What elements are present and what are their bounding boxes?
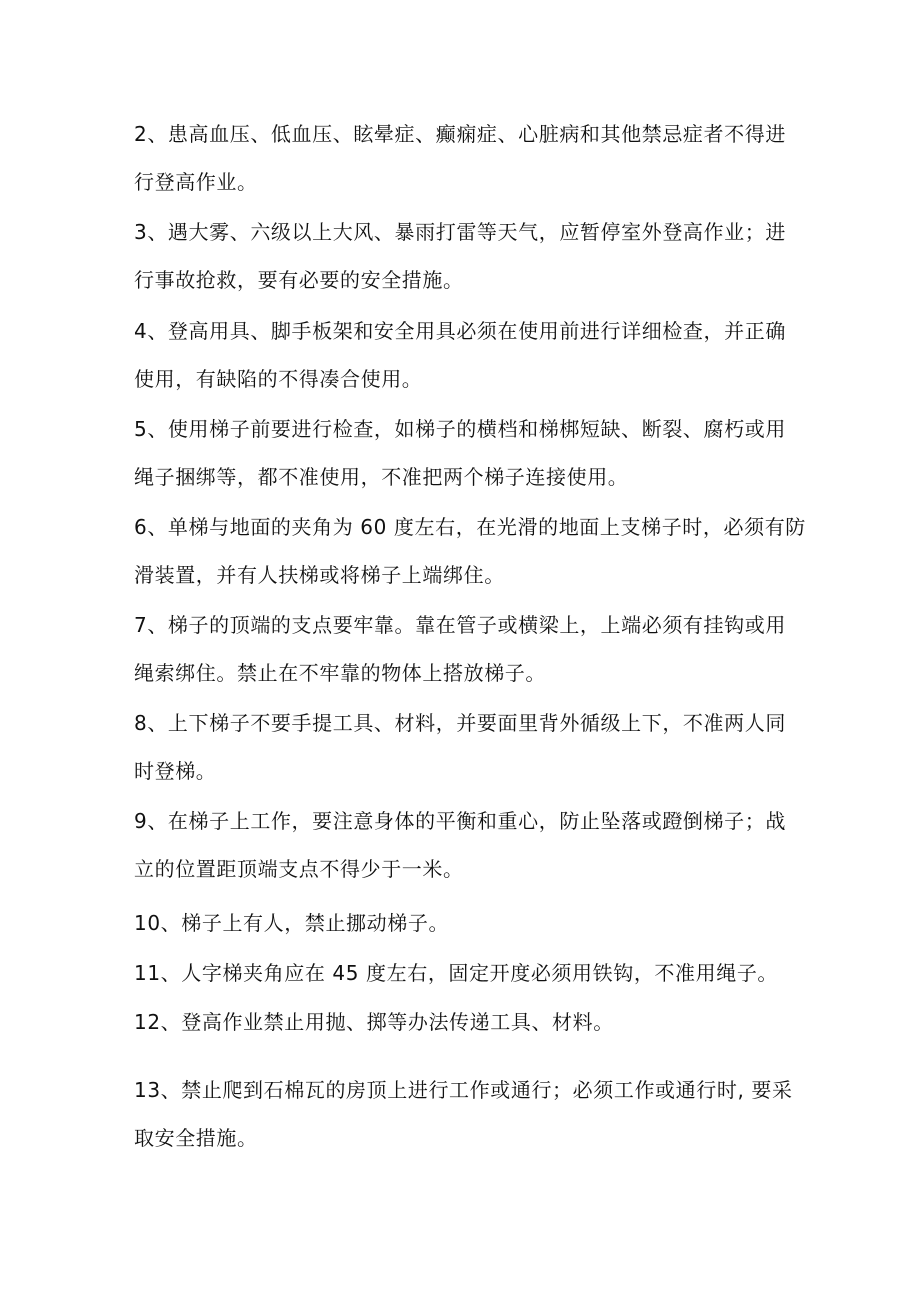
rule-item-3: [134, 208, 784, 304]
rule-line: 3、遇大雾、六级以上大风、暴雨打雷等天气，应暂停室外登高作业；进: [134, 220, 786, 244]
rule-item-9: [134, 797, 784, 893]
rule-item-5: [134, 405, 784, 501]
rule-line: 11、人字梯夹角应在 45 度左右，固定开度必须用铁钩，不准用绳子。: [134, 961, 779, 985]
rule-line: 10、梯子上有人，禁止挪动梯子。: [134, 911, 450, 935]
rule-line: 立的位置距顶端支点不得少于一米。: [134, 857, 464, 881]
rule-item-8: [134, 699, 784, 795]
rule-item-2: [134, 110, 784, 206]
rule-item-11: [134, 949, 784, 997]
rule-item-13: [134, 1066, 793, 1162]
rule-item-12: [134, 998, 784, 1046]
rule-item-7: [134, 601, 784, 697]
rule-line: 2、患高血压、低血压、眩晕症、癫痫症、心脏病和其他禁忌症者不得进: [134, 122, 786, 146]
rule-line: 12、登高作业禁止用抛、掷等办法传递工具、材料。: [134, 1010, 614, 1034]
rule-item-6: [134, 503, 806, 599]
rule-line: 绳索绑住。禁止在不牢靠的物体上搭放梯子。: [134, 661, 546, 685]
rule-line: 绳子捆绑等，都不准使用，不准把两个梯子连接使用。: [134, 465, 629, 489]
rule-line: 取安全措施。: [134, 1126, 258, 1150]
rule-line: 使用，有缺陷的不得凑合使用。: [134, 367, 423, 391]
rule-line: 行事故抢救，要有必要的安全措施。: [134, 268, 464, 292]
rule-item-4: [134, 307, 784, 403]
rule-line: 滑装置，并有人扶梯或将梯子上端绑住。: [134, 563, 505, 587]
rule-line: 时登梯。: [134, 759, 217, 783]
rule-line: 行登高作业。: [134, 170, 258, 194]
rule-item-10: [134, 899, 784, 947]
rule-line: 6、单梯与地面的夹角为 60 度左右，在光滑的地面上支梯子时，必须有防: [134, 515, 806, 539]
rule-line: 13、禁止爬到石棉瓦的房顶上进行工作或通行；必须工作或通行时, 要采: [134, 1078, 793, 1102]
rule-line: 8、上下梯子不要手提工具、材料，并要面里背外循级上下，不准两人同: [134, 711, 786, 735]
rule-line: 4、登高用具、脚手板架和安全用具必须在使用前进行详细检查，并正确: [134, 319, 786, 343]
rule-line: 7、梯子的顶端的支点要牢靠。靠在管子或横梁上，上端必须有挂钩或用: [134, 613, 786, 637]
rule-line: 9、在梯子上工作，要注意身体的平衡和重心，防止坠落或蹬倒梯子；战: [134, 809, 786, 833]
rule-line: 5、使用梯子前要进行检查，如梯子的横档和梯梆短缺、断裂、腐朽或用: [134, 417, 786, 441]
